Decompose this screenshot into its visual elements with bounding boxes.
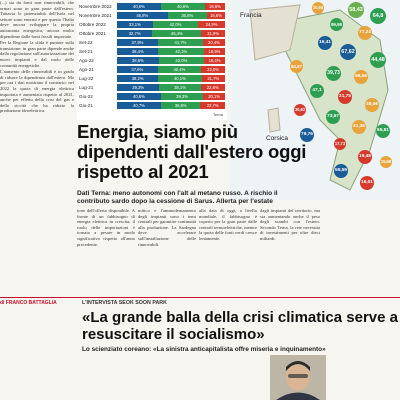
chart-row (79, 38, 225, 47)
chart-bar (117, 102, 225, 109)
region-value-bubble: 16,41 (318, 36, 332, 50)
chart-bar-segment: 20,1% (203, 93, 225, 100)
chart-bar (117, 48, 225, 55)
chart-bar (117, 57, 225, 64)
region-value-bubble: 84,87 (290, 60, 303, 73)
chart-bar (117, 93, 225, 100)
chart-bar (117, 66, 225, 73)
chart-category-label: Ago-21 (79, 67, 94, 72)
chart-bar-segment: 40,6% (117, 93, 161, 100)
article-column: alla data di oggi, a livello mondiale, il fabbisogno è coperto per la gran parte dalle centrali termoelettriche, mentre la quota delle fonti verdi cresce lentamente. (199, 208, 257, 241)
chart-row (79, 11, 225, 20)
interview-tag: L'INTERVISTA SEOK SOON PARK (82, 300, 167, 306)
main-subhead: Dati Terna: meno autonomi con l'alt al metano russo. A rischio il contributo sardo dopo la cessione di Sarus. Allerta per l'estate (77, 190, 278, 205)
chart-category-label: Lug-21 (79, 85, 94, 90)
region-value-bubble: 41,36 (352, 120, 366, 134)
article-column: mitico e l'ammodernamento degli impianti sono i temi centrali per garantire continuità alla produzione. La Sardegna deve accelerare sull'installazione delle rinnovabili. (138, 208, 196, 247)
map-label-francia: Francia (240, 12, 262, 19)
main-headline: Energia, siamo più dipendenti dall'estero oggi rispetto al 2021 (77, 121, 307, 182)
region-value-bubble: 39,73 (326, 66, 341, 81)
chart-row (79, 20, 225, 29)
chart-bar (117, 30, 225, 37)
chart-bar-segment: 41,7% (158, 39, 203, 46)
chart-bar-segment: 32,7% (117, 30, 152, 37)
chart-bar-segment: 18,6% (205, 3, 225, 10)
chart-bar-segment: 39,3% (117, 84, 159, 91)
chart-bar-segment: 38,4% (117, 48, 158, 55)
chart-bar-segment: 22,7% (200, 102, 225, 109)
region-value-bubble: 47,1 (310, 84, 324, 98)
chart-bar-segment: 42,0% (159, 57, 204, 64)
region-value-bubble: 21,75 (338, 90, 352, 104)
stacked-bar-chart (77, 0, 227, 120)
chart-category-label: Giu-22 (79, 94, 93, 99)
chart-bar-segment: 38,6% (117, 57, 159, 64)
chart-bar-segment: 24,9% (198, 21, 225, 28)
section-divider (0, 297, 400, 298)
bottom-headline: «La grande balla della crisi climatica serve a resuscitare il socialismo» (82, 309, 399, 343)
chart-bar-segment: 40,8% (161, 3, 205, 10)
region-value-bubble: 64,8 (370, 8, 386, 24)
region-value-bubble: 15,68 (380, 156, 392, 168)
region-value-bubble: 59,59 (334, 164, 348, 178)
region-value-bubble: 19,48 (358, 150, 372, 164)
region-value-bubble: 30,82 (294, 104, 306, 116)
chart-bar-segment: 39,3% (161, 93, 203, 100)
bottom-subhead: Lo scienziato coreano: «La sinistra anticapitalista offre miseria e inquinamento» (82, 346, 326, 353)
chart-category-label: Ottobre 2022 (79, 22, 106, 27)
chart-category-label: Set-22 (79, 40, 93, 45)
chart-category-label: Lug-22 (79, 76, 94, 81)
chart-bar-segment: 37,6% (117, 66, 158, 73)
left-column (0, 0, 74, 298)
chart-category-label: Novembre 2022 (79, 4, 112, 9)
chart-bar (117, 84, 225, 91)
interviewee-photo (270, 355, 326, 400)
region-value-bubble: 56,58 (354, 70, 368, 84)
chart-bar-segment: 36,6% (161, 102, 201, 109)
chart-bar-segment: 19,5% (204, 48, 225, 55)
map-label-corsica: Corsica (266, 135, 289, 142)
region-value-bubble: 73,57 (326, 110, 340, 124)
portrait-illustration (270, 355, 326, 400)
chart-row (79, 101, 225, 110)
region-value-bubble: 17,73 (334, 138, 346, 150)
chart-category-label: Set-21 (79, 49, 93, 54)
chart-row (79, 47, 225, 56)
region-value-bubble: 67,62 (340, 44, 356, 60)
region-value-bubble: 10,94 (312, 2, 324, 14)
chart-bar-segment: 45,4% (152, 30, 201, 37)
chart-bar-segment: 40,7% (117, 102, 161, 109)
chart-bar-segment: 40,4% (158, 66, 202, 73)
region-value-bubble: 99,99 (330, 18, 343, 31)
chart-row (79, 83, 225, 92)
chart-source: Terna (212, 112, 223, 117)
chart-category-label: Novembre 2021 (79, 13, 112, 18)
chart-bar-segment: 21,9% (201, 30, 225, 37)
chart-bar-segment: 40,1% (158, 75, 201, 82)
chart-bar-segment: 46,8% (117, 12, 168, 19)
chart-category-label: Giu-21 (79, 103, 93, 108)
chart-bar-segment: 42,1% (158, 48, 203, 55)
left-column-paragraph: Per la Regione la sfida è puntare sulla transizione: in gran parte dipende anche dalla regolazione sull'autorizzazione dei nuovi impianti e dal ruolo delle comunità energetiche. (0, 40, 74, 68)
chart-bar-segment: 19,4% (204, 57, 225, 64)
chart-bar (117, 39, 225, 46)
chart-bar-segment: 20,4% (203, 39, 225, 46)
left-column-paragraph: (...) sia da fonti non rinnovabili, che ormai sono in gran parte dall'estero. Tuttavia le potenzialità dell'Isola nel settore sono enormi e per questo l'Italia deve ancora sviluppare la propria autonomia energetica, ancora molto dipendente dalle fonti fossili importate. (0, 0, 74, 39)
region-value-bubble: 79,76 (300, 128, 314, 142)
region-value-bubble: 48,66 (365, 98, 379, 112)
chart-bar (117, 75, 225, 82)
region-value-bubble: 58,43 (348, 2, 364, 18)
chart-bar-segment: 33,1% (117, 21, 153, 28)
chart-row (79, 56, 225, 65)
chart-row (79, 74, 225, 83)
left-column-paragraph: L'aumento delle rinnovabili è in grado di ridurre la dipendenza dall'estero. Ma per ora i dati mostrano il contrario: nel 2022 la quota di energia elettrica importata è aumentata rispetto al 2021, anche per effetto della crisi del gas e della siccità che ha ridotto la produzione idroelettrica. (0, 69, 74, 114)
chart-bar-segment: 38,1% (159, 84, 200, 91)
chart-bar-segment: 42,0% (153, 21, 198, 28)
chart-bar (117, 12, 225, 19)
chart-bar (117, 3, 225, 10)
region-value-bubble: 77,24 (358, 26, 372, 40)
region-value-bubble: 65,81 (376, 124, 390, 138)
chart-bar-segment: 37,9% (117, 39, 158, 46)
chart-bar-segment: 38,2% (117, 75, 158, 82)
chart-row (79, 29, 225, 38)
article-column: dagli impianti del territorio, ma sta aumentando anche il peso degli scambi con l'estero. Secondo Terna, la rete necessita di investimenti per oltre dieci miliardi. (260, 208, 320, 241)
chart-row (79, 92, 225, 101)
chart-row (79, 65, 225, 74)
region-value-bubble: 16,01 (360, 176, 374, 190)
chart-bar (117, 21, 225, 28)
chart-bar-segment: 21,7% (202, 75, 225, 82)
chart-category-label: Ottobre 2021 (79, 31, 106, 36)
region-value-bubble: 44,48 (370, 52, 386, 68)
article-column: ione dell'offerta disponibile. A fronte di un fabbisogno di energia elettrica in crescita, il ruolo delle importazioni è tornato a pesare in modo significativo rispetto all'anno precedente. (77, 208, 135, 247)
chart-bar-segment: 36,6% (168, 12, 208, 19)
chart-row (79, 2, 225, 11)
byline: di FRANCO BATTAGLIA (0, 300, 57, 306)
chart-category-label: Ago-22 (79, 58, 94, 63)
chart-bar-segment: 22,0% (201, 66, 225, 73)
chart-bar-segment: 40,6% (117, 3, 161, 10)
chart-bar-segment: 16,6% (207, 12, 225, 19)
chart-bar-segment: 22,6% (201, 84, 225, 91)
